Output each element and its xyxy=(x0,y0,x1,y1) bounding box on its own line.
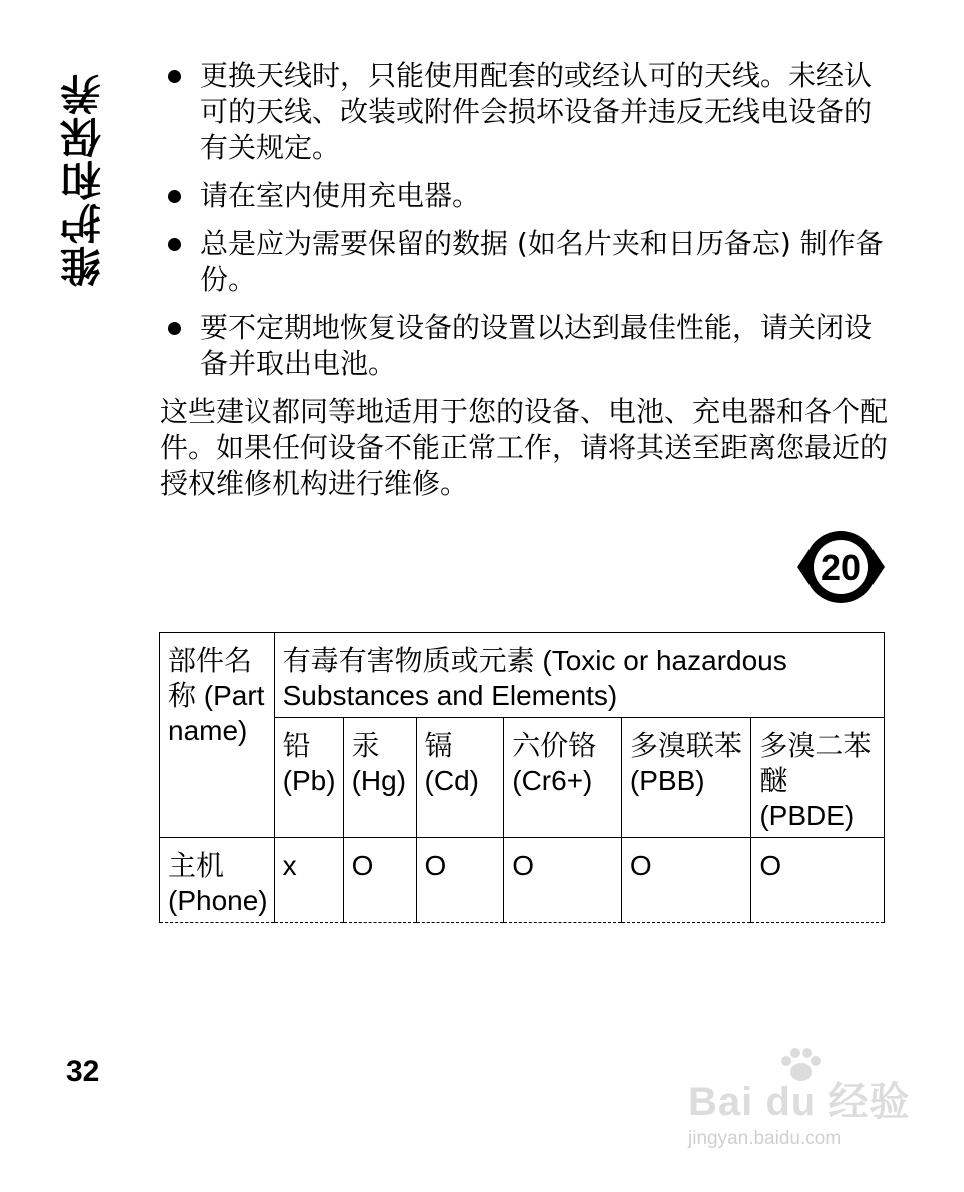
column-header-pb: 铅 (Pb) xyxy=(274,718,343,838)
baidu-watermark xyxy=(688,1048,913,1158)
efup-20-logo-icon xyxy=(797,527,885,607)
table-cell: O xyxy=(504,838,622,923)
part-cell: 主机 (Phone) xyxy=(160,838,275,923)
bullet-icon xyxy=(168,190,181,203)
table-row xyxy=(160,838,885,923)
watermark-brand: Bai du 经验 xyxy=(688,1080,911,1124)
column-header-cr6: 六价铬 (Cr6+) xyxy=(504,718,622,838)
bullet-list xyxy=(160,58,890,382)
bullet-icon xyxy=(168,70,181,83)
advice-paragraph: 这些建议都同等地适用于您的设备、电池、充电器和各个配件。如果任何设备不能正常工作，请将其送至距离您最近的授权维修机构进行维修。 xyxy=(160,395,889,500)
bullet-icon xyxy=(168,238,181,251)
table-cell: x xyxy=(274,838,343,923)
list-item: 更换天线时，只能使用配套的或经认可的天线。未经认可的天线、改装或附件会损坏设备并违反无线电设备的有关规定。 xyxy=(160,58,890,166)
column-header-hg: 汞 (Hg) xyxy=(343,718,416,838)
page-number: 32 xyxy=(66,1055,100,1088)
watermark-url: jingyan.baidu.com xyxy=(688,1128,842,1149)
hazardous-substances-table xyxy=(159,632,885,923)
list-item: 要不定期地恢复设备的设置以达到最佳性能，请关闭设备并取出电池。 xyxy=(160,310,890,382)
logo-number: 20 xyxy=(820,547,862,588)
side-title: 维护和保养 xyxy=(60,72,108,288)
column-header-pbde: 多溴二苯醚 (PBDE) xyxy=(751,718,885,838)
list-item: 请在室内使用充电器。 xyxy=(160,178,890,214)
part-header: 部件名称 (Part name) xyxy=(160,633,275,838)
table-cell: O xyxy=(751,838,885,923)
bullet-icon xyxy=(168,322,181,335)
table-cell: O xyxy=(343,838,416,923)
list-item: 总是应为需要保留的数据 (如名片夹和日历备忘) 制作备份。 xyxy=(160,226,890,298)
column-header-pbb: 多溴联苯 (PBB) xyxy=(621,718,750,838)
table-cell: O xyxy=(621,838,750,923)
column-header-cd: 镉 (Cd) xyxy=(416,718,504,838)
substances-group-header: 有毒有害物质或元素 (Toxic or hazardous Substances and Elements) xyxy=(274,633,884,718)
table-cell: O xyxy=(416,838,504,923)
main-content xyxy=(160,58,890,502)
